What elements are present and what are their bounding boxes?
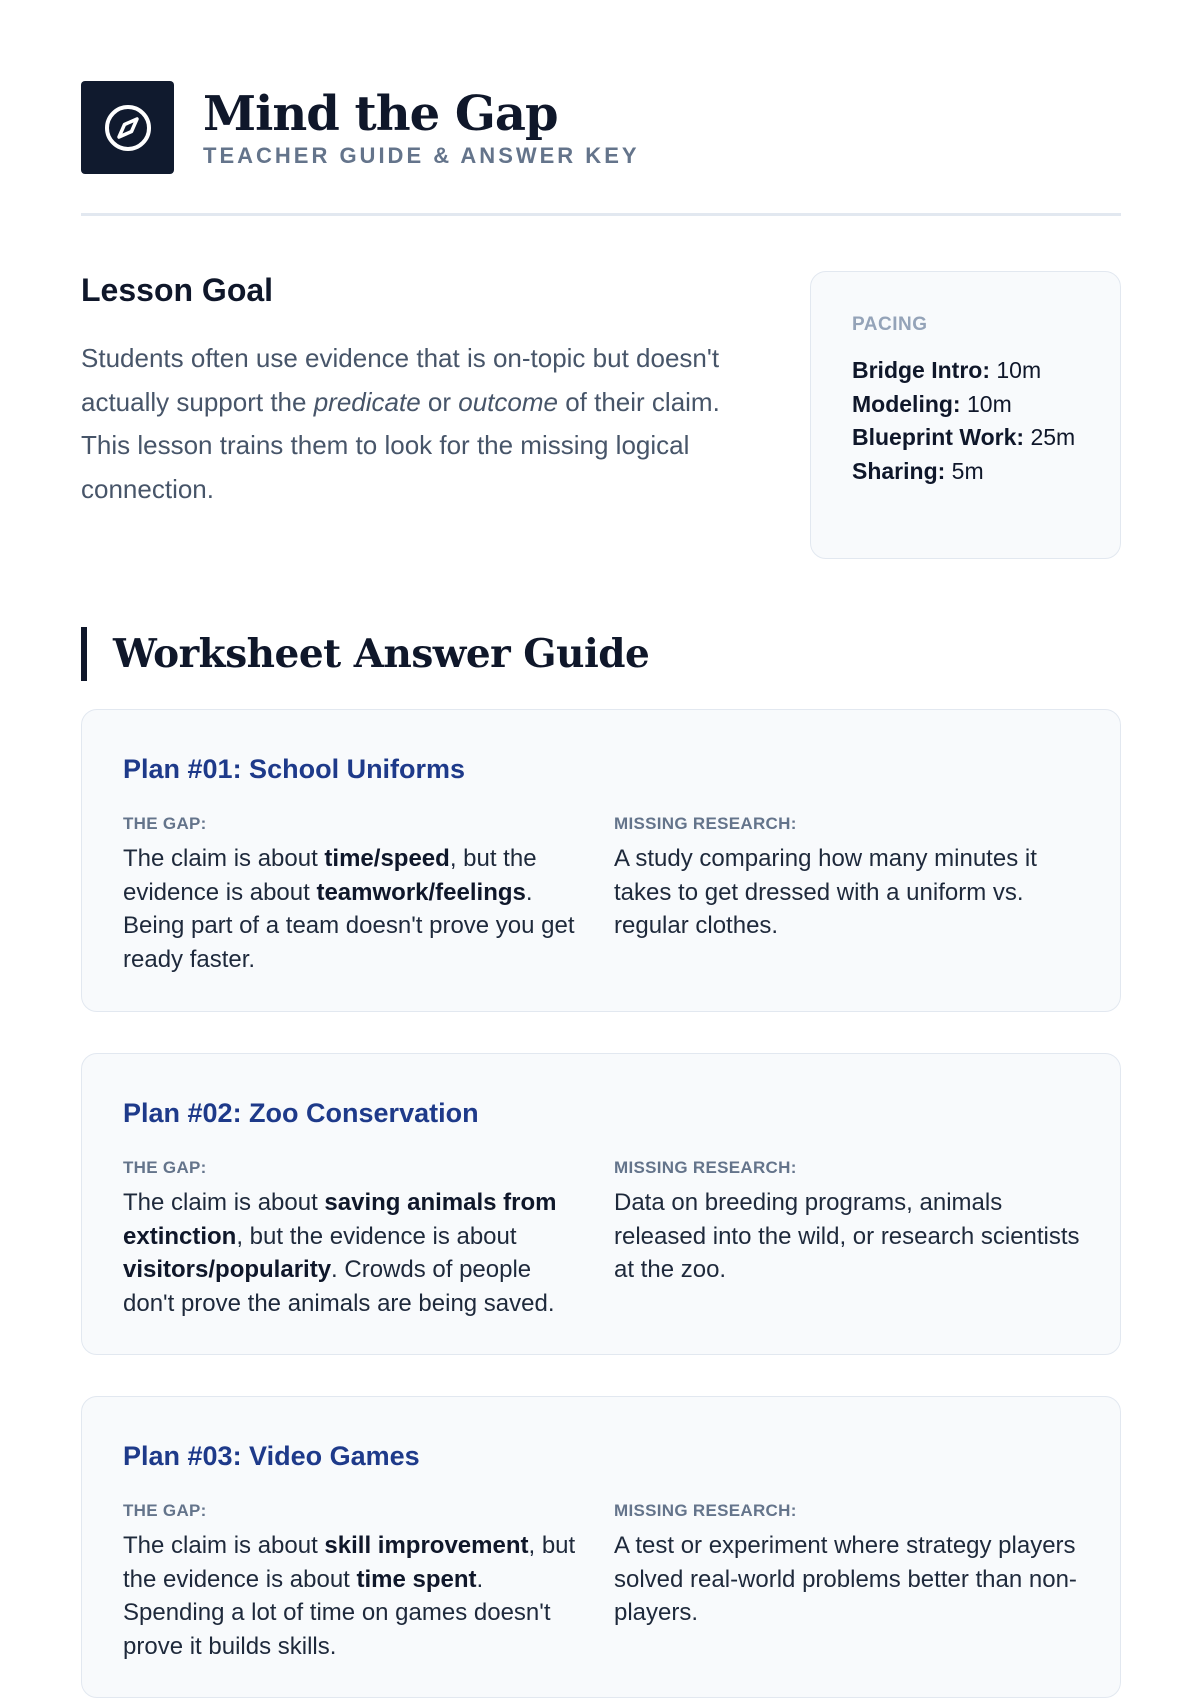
pacing-item xyxy=(852,354,1080,388)
goal-text-part: Students often use evidence that is on-topic but doesn't actually support the xyxy=(81,343,720,417)
pacing-item xyxy=(852,388,1080,422)
pacing-item xyxy=(852,455,1080,489)
goal-text-part: of their claim. This lesson trains them to look for the missing logical connection. xyxy=(81,386,720,504)
gap-text-part: The claim is about xyxy=(123,1532,325,1559)
gap-emphasis: time spent xyxy=(356,1565,477,1593)
research-label: MISSING RESEARCH: xyxy=(614,814,797,833)
gap-column xyxy=(123,814,578,976)
research-label: MISSING RESEARCH: xyxy=(614,1501,797,1520)
pacing-item-time: 10m xyxy=(996,357,1042,383)
goal-text-part: or xyxy=(420,386,459,417)
pacing-item-name: Modeling: xyxy=(852,390,961,417)
plan-card xyxy=(81,1053,1121,1355)
gap-column xyxy=(123,1158,578,1320)
gap-emphasis: teamwork/feelings xyxy=(316,878,526,906)
research-text: A test or experiment where strategy players solved real-world problems better than non-players. xyxy=(614,1532,1077,1626)
research-column xyxy=(614,1501,1084,1630)
goal-emphasis-outcome: outcome xyxy=(458,386,558,417)
gap-text-part: , but the evidence is about xyxy=(236,1222,517,1250)
gap-text-part: , but the evidence is about xyxy=(123,1532,576,1593)
pacing-item-time: 10m xyxy=(966,390,1012,417)
plan-title: Plan #02: Zoo Conservation xyxy=(123,1098,479,1128)
pacing-item-name: Blueprint Work: xyxy=(852,424,1025,450)
gap-label: THE GAP: xyxy=(123,814,207,833)
gap-text xyxy=(123,1529,578,1663)
header-divider xyxy=(81,213,1121,216)
lesson-goal xyxy=(81,272,761,511)
gap-label: THE GAP: xyxy=(123,1501,207,1520)
plan-title: Plan #01: School Uniforms xyxy=(123,754,466,784)
goal-emphasis-predicate: predicate xyxy=(313,386,421,417)
pacing-item-time: 5m xyxy=(951,457,984,484)
research-text: A study comparing how many minutes it takes to get dressed with a uniform vs. regular clothes. xyxy=(614,845,1037,939)
gap-column xyxy=(123,1501,578,1663)
research-column xyxy=(614,1158,1084,1287)
lesson-goal-text xyxy=(81,337,761,511)
pacing-label: PACING xyxy=(852,314,928,335)
gap-text-part: The claim is about xyxy=(123,845,325,872)
gap-text-part: . Crowds of people don't prove the animals are being saved. xyxy=(123,1256,555,1317)
header-titles xyxy=(203,87,640,169)
gap-emphasis: skill improvement xyxy=(324,1532,529,1559)
gap-text xyxy=(123,842,578,976)
pacing-item-time: 25m xyxy=(1030,424,1076,450)
gap-text xyxy=(123,1186,578,1320)
gap-emphasis: time/speed xyxy=(324,845,450,872)
research-text: Data on breeding programs, animals released into the wild, or research scientists at the zoo. xyxy=(614,1189,1080,1283)
compass-icon xyxy=(102,102,154,154)
gap-text-part: , but the evidence is about xyxy=(123,845,537,906)
section-accent-bar xyxy=(81,627,87,681)
pacing-list xyxy=(852,354,1080,488)
gap-emphasis: visitors/popularity xyxy=(123,1256,332,1283)
gap-text-part: . Spending a lot of time on games doesn't prove it builds skills. xyxy=(123,1565,551,1660)
lesson-goal-heading: Lesson Goal xyxy=(81,272,274,308)
pacing-item-name: Sharing: xyxy=(852,457,946,484)
gap-text-part: . Being part of a team doesn't prove you get ready faster. xyxy=(123,878,575,973)
pacing-item-name: Bridge Intro: xyxy=(852,357,990,383)
research-label: MISSING RESEARCH: xyxy=(614,1158,797,1177)
page-subtitle: TEACHER GUIDE & ANSWER KEY xyxy=(203,142,640,168)
page-title: Mind the Gap xyxy=(203,85,558,142)
plan-card xyxy=(81,709,1121,1012)
logo xyxy=(81,81,174,174)
gap-emphasis: saving animals from extinction xyxy=(123,1189,557,1250)
pacing-box xyxy=(810,271,1121,559)
gap-text-part: The claim is about xyxy=(123,1189,325,1216)
gap-label: THE GAP: xyxy=(123,1158,207,1177)
plan-card xyxy=(81,1396,1121,1698)
research-column xyxy=(614,814,1084,943)
section-title: Worksheet Answer Guide xyxy=(113,631,650,677)
pacing-item xyxy=(852,421,1080,455)
plan-title: Plan #03: Video Games xyxy=(123,1441,420,1471)
page-header xyxy=(81,81,640,174)
